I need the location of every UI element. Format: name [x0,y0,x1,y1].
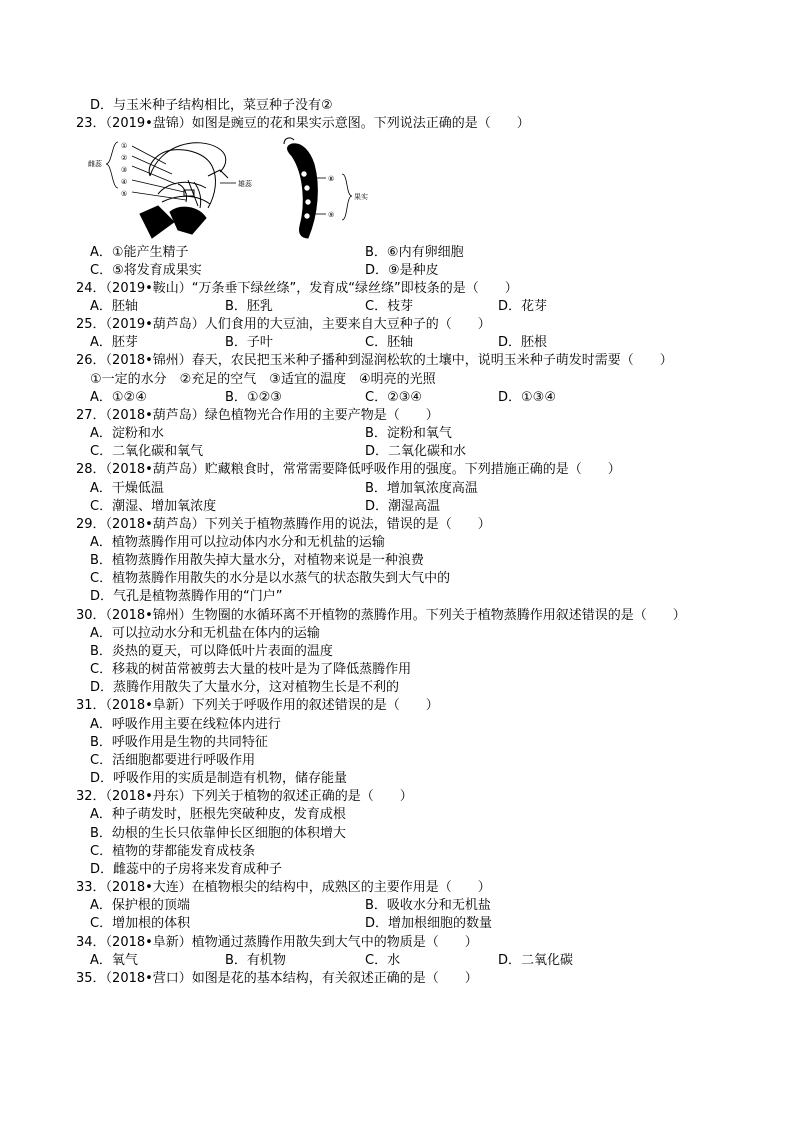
q29-option-b: B．植物蒸腾作用散失掉大量水分，对植物来说是一种浪费 [90,553,424,568]
q29-option-a: A．植物蒸腾作用可以拉动体内水分和无机盐的运输 [90,535,385,550]
q33-option-d: D．增加根细胞的数量 [365,916,493,931]
q31-option-c: C．活细胞都要进行呼吸作用 [90,753,256,768]
q24-stem: 24．（2019•鞍山）“万条垂下绿丝绦”，发育成“绿丝绦”即枝条的是（ ） [76,281,518,296]
q29-stem: 29．（2018•葫芦岛）下列关于植物蒸腾作用的说法，错误的是（ ） [76,517,491,532]
flower-label-3: ③ [121,166,128,174]
q31-option-a: A．呼吸作用主要在线粒体内进行 [90,717,281,732]
q30-option-c: C．移栽的树苗常被剪去大量的枝叶是为了降低蒸腾作用 [90,662,412,677]
flower-left-label: 雌蕊 [88,160,102,168]
q23-option-d: D．⑨是种皮 [365,263,439,278]
fruit-label-8: ⑧ [328,175,335,183]
q29-option-c: C．植物蒸腾作用散失的水分是以水蒸气的状态散失到大气中的 [90,571,451,586]
flower-left-bracket [106,142,186,200]
q23-stem: 23．（2019•盘锦）如图是豌豆的花和果实示意图。下列说法正确的是（ ） [76,116,530,131]
q32-option-a: A．种子萌发时，胚根先突破种皮，发育成根 [90,807,346,822]
q23-option-b: B．⑥内有卵细胞 [365,245,464,260]
q34-option-a: A．氧气 [90,953,138,968]
q34-option-b: B．有机物 [225,953,286,968]
q26-conditions: ①一定的水分 ②充足的空气 ③适宜的温度 ④明亮的光照 [90,372,436,387]
q32-option-c: C．植物的芽都能发育成枝条 [90,844,256,859]
q24-option-d: D．花芽 [498,299,548,314]
q30-option-a: A．可以拉动水分和无机盐在体内的运输 [90,626,320,641]
q28-stem: 28．（2018•葫芦岛）贮藏粮食时，常常需要降低呼吸作用的强度。下列措施正确的是（ ） [76,462,621,477]
q35-stem: 35．（2018•营口）如图是花的基本结构，有关叙述正确的是（ ） [76,971,478,986]
q25-option-a: A．胚芽 [90,335,138,350]
q31-option-d: D．呼吸作用的实质是制造有机物，储存能量 [90,771,348,786]
q24-option-c: C．枝芽 [365,299,414,314]
q28-option-b: B．增加氧浓度高温 [365,481,478,496]
q23-option-a: A．①能产生精子 [90,245,189,260]
q24-option-b: B．胚乳 [225,299,273,314]
q27-option-c: C．二氧化碳和氧气 [90,444,204,459]
q27-option-a: A．淀粉和水 [90,426,164,441]
q33-option-b: B．吸收水分和无机盐 [365,898,491,913]
q34-stem: 34．（2018•阜新）植物通过蒸腾作用散失到大气中的物质是（ ） [76,935,478,950]
flower-right-label: 雄蕊 [238,180,252,188]
q32-option-b: B．幼根的生长只依靠伸长区细胞的体积增大 [90,826,346,841]
q24-option-a: A．胚轴 [90,299,138,314]
q32-option-d: D．雌蕊中的子房将来发育成种子 [90,862,283,877]
q23-option-c: C．⑤将发育成果实 [90,263,202,278]
q30-stem: 30．（2018•锦州）生物圈的水循环离不开植物的蒸腾作用。下列关于植物蒸腾作用叙述错误的是（ ） [76,608,686,623]
q29-option-d: D．气孔是植物蒸腾作用的“门户” [90,589,283,604]
q26-option-a: A．①②④ [90,390,147,405]
q26-option-b: B．①②③ [225,390,282,405]
q34-option-d: D．二氧化碳 [498,953,574,968]
flower-label-2: ② [121,154,128,162]
q33-option-a: A．保护根的顶端 [90,898,190,913]
q31-stem: 31．（2018•阜新）下列关于呼吸作用的叙述错误的是（ ） [76,698,439,713]
q27-option-d: D．二氧化碳和水 [365,444,467,459]
flower-label-4: ④ [121,178,128,186]
q22-option-d: D．与玉米种子结构相比，菜豆种子没有② [90,98,333,113]
q25-stem: 25．（2019•葫芦岛）人们食用的大豆油，主要来自大豆种子的（ ） [76,317,491,332]
q25-option-c: C．胚轴 [365,335,414,350]
q23-pea-flower-fruit-figure [88,134,388,244]
flower-label-5: ⑤ [121,190,128,198]
q28-option-d: D．潮湿高温 [365,499,441,514]
flower-label-1: ① [121,142,128,150]
q31-option-b: B．呼吸作用是生物的共同特征 [90,735,268,750]
q28-option-a: A．干燥低温 [90,481,164,496]
q28-option-c: C．潮湿、增加氧浓度 [90,499,217,514]
q30-option-b: B．炎热的夏天，可以降低叶片表面的温度 [90,644,333,659]
q27-option-b: B．淀粉和氧气 [365,426,452,441]
q27-stem: 27．（2018•葫芦岛）绿色植物光合作用的主要产物是（ ） [76,408,439,423]
q25-option-d: D．胚根 [498,335,548,350]
q34-option-c: C．水 [365,953,401,968]
q33-stem: 33．（2018•大连）在植物根尖的结构中，成熟区的主要作用是（ ） [76,880,491,895]
q26-option-d: D．①③④ [498,390,556,405]
q26-option-c: C．②③④ [365,390,423,405]
q25-option-b: B．子叶 [225,335,273,350]
q26-stem: 26．（2018•锦州）春天，农民把玉米种子播种到湿润松软的土壤中，说明玉米种子萌发时需要（ ） [76,353,673,368]
q32-stem: 32．（2018•丹东）下列关于植物的叙述正确的是（ ） [76,789,413,804]
pea-pod-drawing [284,138,317,238]
fruit-label: 果实 [354,193,368,201]
q33-option-c: C．增加根的体积 [90,916,191,931]
q30-option-d: D．蒸腾作用散失了大量水分，这对植物生长是不利的 [90,680,400,695]
fruit-label-9: ⑨ [328,211,335,219]
